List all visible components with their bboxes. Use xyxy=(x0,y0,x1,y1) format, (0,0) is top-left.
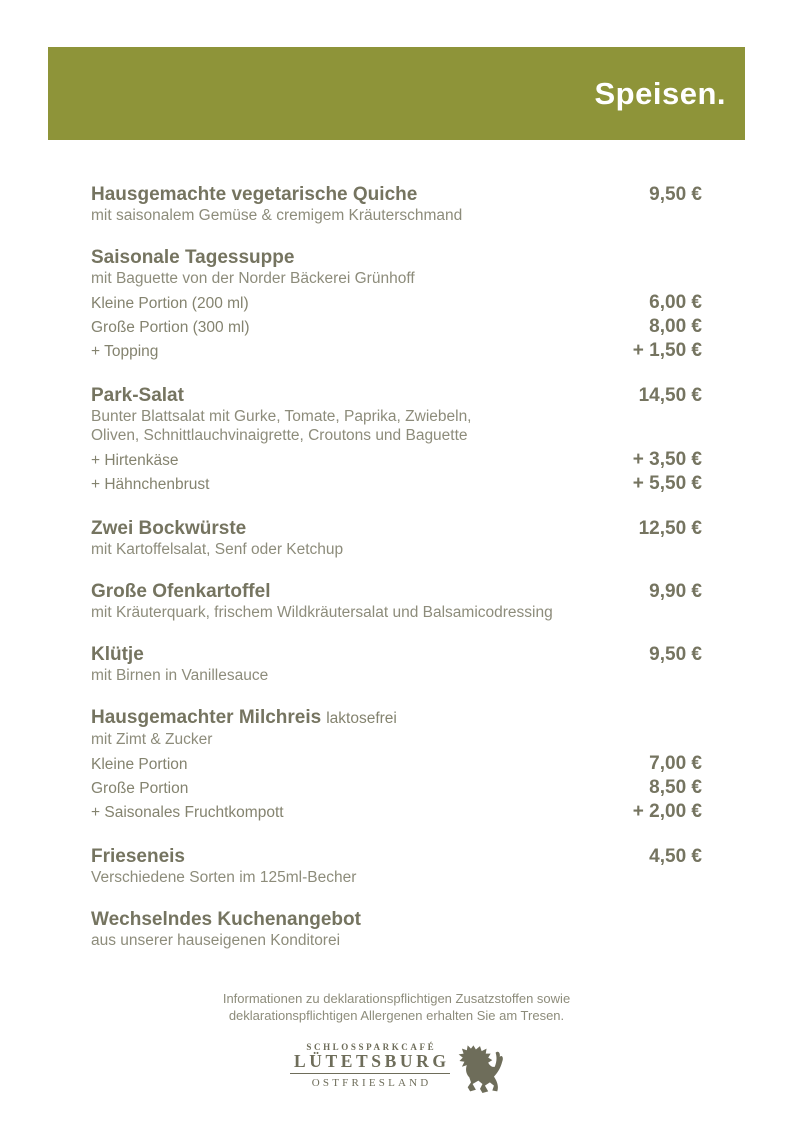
option-price: 7,00 € xyxy=(649,753,702,774)
item-description: mit Kartoffelsalat, Senf oder Ketchup xyxy=(91,541,344,558)
option-row xyxy=(91,315,702,339)
item-title-row xyxy=(91,385,702,407)
option-row xyxy=(91,776,702,800)
logo-wordmark xyxy=(290,1042,449,1089)
option-label: + Hirtenkäse xyxy=(91,452,179,469)
item-description: Oliven, Schnittlauchvinaigrette, Croutons und Baguette xyxy=(91,427,468,444)
menu-item xyxy=(91,184,702,225)
item-description: mit Baguette von der Norder Bäckerei Grünhoff xyxy=(91,270,415,287)
option-label: Kleine Portion (200 ml) xyxy=(91,295,249,312)
allergen-info-line: Informationen zu deklarationspflichtigen Zusatzstoffen sowie xyxy=(222,991,571,1006)
logo-cafe-name: SCHLOSSPARKCAFÉ xyxy=(306,1042,437,1052)
logo xyxy=(91,1042,702,1100)
item-title-row xyxy=(91,184,702,206)
item-description: aus unserer hauseigenen Konditorei xyxy=(91,932,341,949)
header-banner xyxy=(48,47,745,140)
item-options xyxy=(91,448,702,496)
item-title: Große Ofenkartoffel xyxy=(91,581,271,602)
option-row xyxy=(91,800,702,824)
item-title-row xyxy=(91,581,702,603)
option-price: 8,50 € xyxy=(649,777,702,798)
option-row xyxy=(91,339,702,363)
page-title: Speisen. xyxy=(594,75,726,111)
item-price: 9,50 € xyxy=(649,184,702,205)
item-description: mit Kräuterquark, frischem Wildkräutersalat und Balsamicodressing xyxy=(91,604,553,621)
item-title: Frieseneis xyxy=(91,846,185,867)
option-row xyxy=(91,752,702,776)
allergen-info xyxy=(91,990,702,1024)
item-title: Klütje xyxy=(91,644,144,665)
menu-item xyxy=(91,518,702,559)
option-price: + 3,50 € xyxy=(632,449,702,470)
item-price: 12,50 € xyxy=(638,518,702,539)
item-title-row xyxy=(91,644,702,666)
item-options xyxy=(91,291,702,363)
option-row xyxy=(91,291,702,315)
item-description: Verschiedene Sorten im 125ml-Becher xyxy=(91,869,357,886)
lion-rampant-icon xyxy=(457,1040,503,1100)
item-description: mit Birnen in Vanillesauce xyxy=(91,667,269,684)
item-title-row xyxy=(91,909,702,931)
option-price: 8,00 € xyxy=(649,316,702,337)
item-title-row xyxy=(91,518,702,540)
item-description: mit saisonalem Gemüse & cremigem Kräuterschmand xyxy=(91,207,463,224)
option-price: + 5,50 € xyxy=(632,473,702,494)
item-options xyxy=(91,752,702,824)
item-price: 9,50 € xyxy=(649,644,702,665)
menu-content xyxy=(91,140,702,1100)
option-price: + 2,00 € xyxy=(632,801,702,822)
menu-item xyxy=(91,846,702,887)
option-label: + Topping xyxy=(91,343,159,360)
logo-region: OSTFRIESLAND xyxy=(290,1073,449,1089)
item-title: Saisonale Tagessuppe xyxy=(91,247,295,268)
item-description: Bunter Blattsalat mit Gurke, Tomate, Paprika, Zwiebeln, xyxy=(91,408,472,425)
allergen-info-line: deklarationspflichtigen Allergenen erhalten Sie am Tresen. xyxy=(228,1008,565,1023)
option-label: Kleine Portion xyxy=(91,756,188,773)
option-row xyxy=(91,448,702,472)
item-description: mit Zimt & Zucker xyxy=(91,731,213,748)
option-price: + 1,50 € xyxy=(632,340,702,361)
menu-item xyxy=(91,247,702,363)
menu-item xyxy=(91,581,702,622)
item-title: Wechselndes Kuchenangebot xyxy=(91,909,361,930)
item-title: Hausgemachte vegetarische Quiche xyxy=(91,184,418,205)
item-title-row xyxy=(91,707,702,730)
logo-luetetsburg: LÜTETSBURG xyxy=(293,1051,450,1071)
menu-item xyxy=(91,385,702,496)
item-title-suffix: laktosefrei xyxy=(326,710,397,727)
item-title: Park-Salat xyxy=(91,385,184,406)
option-label: Große Portion (300 ml) xyxy=(91,319,250,336)
item-price: 14,50 € xyxy=(638,385,702,406)
item-title: Hausgemachter Milchreis laktosefrei xyxy=(91,707,397,728)
item-price: 4,50 € xyxy=(649,846,702,867)
option-label: + Hähnchenbrust xyxy=(91,476,210,493)
menu-item xyxy=(91,644,702,685)
item-title-row xyxy=(91,247,702,269)
option-label: + Saisonales Fruchtkompott xyxy=(91,804,284,821)
option-price: 6,00 € xyxy=(649,292,702,313)
item-price: 9,90 € xyxy=(649,581,702,602)
item-title: Zwei Bockwürste xyxy=(91,518,247,539)
menu-item xyxy=(91,707,702,824)
option-row xyxy=(91,472,702,496)
item-title-row xyxy=(91,846,702,868)
menu-item xyxy=(91,909,702,950)
option-label: Große Portion xyxy=(91,780,189,797)
